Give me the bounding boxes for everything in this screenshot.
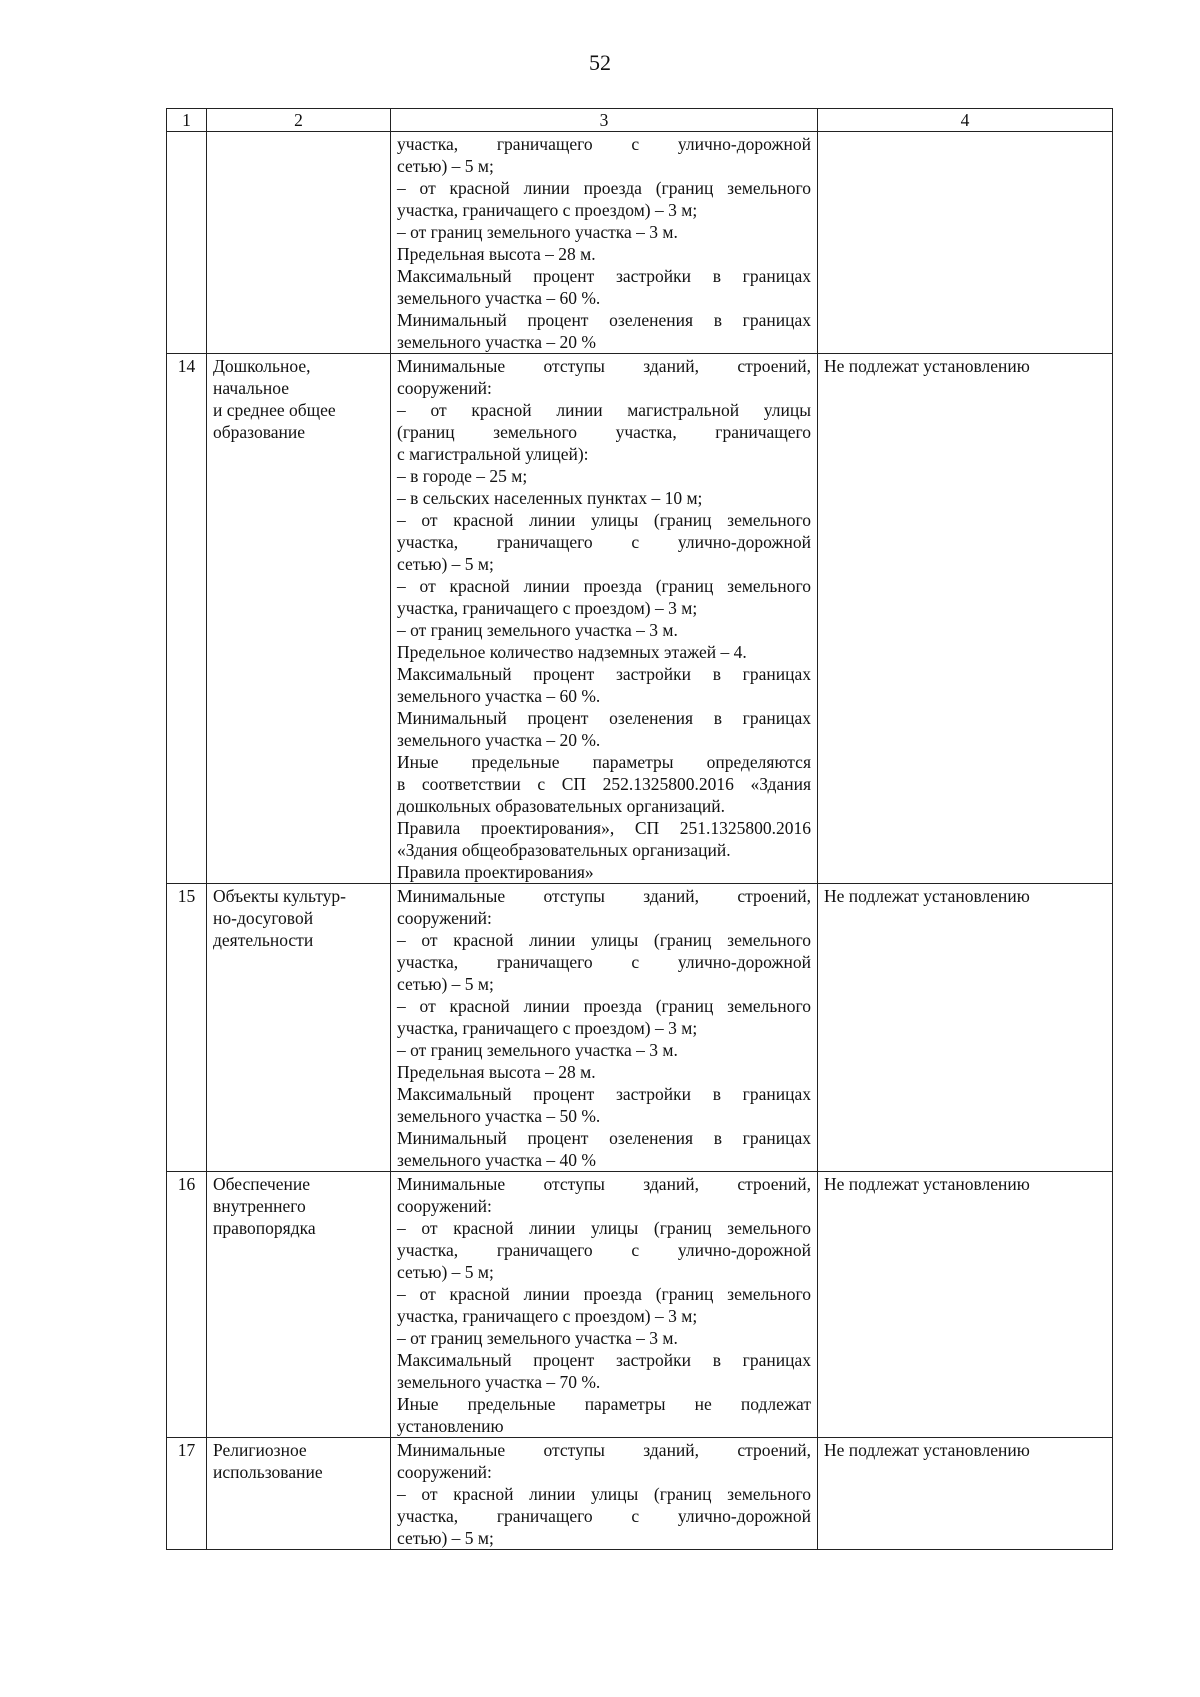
limit-parameter-line: Предельная высота – 28 м. [397,1062,596,1082]
limit-parameter-line: Предельная высота – 28 м. [397,244,596,264]
limit-parameter-line: Максимальный процент застройки в границах [397,1350,811,1370]
table-row [167,132,1113,354]
limit-parameter-line: участка, граничащего с проездом) – 3 м; [397,1306,698,1326]
limit-parameter-line: участка, граничащего с улично-дорожной [397,532,811,552]
table-row [167,1438,1113,1550]
limit-parameter-line: Предельное количество надземных этажей – 4. [397,642,747,662]
table-row [167,884,1113,1172]
restriction-note: Не подлежат установлению [818,884,1113,1172]
limit-parameter-line: участка, граничащего с улично-дорожной [397,134,811,154]
limit-parameter-line: земельного участка – 20 % [397,332,596,352]
land-use-type-line: и среднее общее [213,400,336,420]
limit-parameter-line: – от границ земельного участка – 3 м. [397,620,678,640]
limit-parameter-line: – от красной линии проезда (границ земельного [397,576,811,596]
limit-parameter-line: Минимальный процент озеленения в границах [397,708,811,728]
land-use-type [207,132,391,354]
row-number: 15 [167,884,207,1172]
limit-parameter-line: земельного участка – 60 %. [397,288,601,308]
limit-parameter-line: участка, граничащего с проездом) – 3 м; [397,200,698,220]
limit-parameter-line: – от границ земельного участка – 3 м. [397,222,678,242]
limit-parameter-line: «Здания общеобразовательных организаций. [397,840,731,860]
limit-parameter-line: участка, граничащего с улично-дорожной [397,952,811,972]
limit-parameter-line: – от красной линии проезда (границ земельного [397,1284,811,1304]
limit-parameters [391,354,818,884]
limit-parameter-line: Минимальный процент озеленения в границах [397,310,811,330]
limit-parameter-line: Правила проектирования» [397,862,594,882]
land-use-type [207,1438,391,1550]
limit-parameters [391,132,818,354]
restriction-note: Не подлежат установлению [818,1172,1113,1438]
land-use-type [207,884,391,1172]
header-cell: 4 [818,109,1113,132]
limit-parameters [391,1172,818,1438]
limit-parameter-line: Максимальный процент застройки в границах [397,266,811,286]
limit-parameter-line: Иные предельные параметры определяются [397,752,811,772]
limit-parameter-line: Максимальный процент застройки в границах [397,664,811,684]
land-use-type-line: но-досуговой [213,908,314,928]
limit-parameter-line: – от красной линии улицы (границ земельного [397,930,811,950]
restriction-note [818,132,1113,354]
table-row [167,354,1113,884]
land-use-type-line: Объекты культур- [213,886,347,906]
land-use-type-line: образование [213,422,306,442]
limit-parameter-line: установлению [397,1416,504,1436]
limit-parameter-line: сетью) – 5 м; [397,1262,494,1282]
limit-parameter-line: земельного участка – 40 % [397,1150,596,1170]
limit-parameter-line: сооружений: [397,1196,492,1216]
row-number: 17 [167,1438,207,1550]
table-header-row [167,109,1113,132]
limit-parameter-line: земельного участка – 20 %. [397,730,601,750]
limit-parameter-line: – в городе – 25 м; [397,466,528,486]
limit-parameter-line: – от границ земельного участка – 3 м. [397,1328,678,1348]
limit-parameter-line: – от красной линии проезда (границ земельного [397,996,811,1016]
header-cell: 1 [167,109,207,132]
limit-parameter-line: Правила проектирования», СП 251.1325800.2016 [397,818,811,838]
land-use-type [207,1172,391,1438]
limit-parameter-line: (границ земельного участка, граничащего [397,422,811,442]
row-number: 16 [167,1172,207,1438]
land-use-type-line: начальное [213,378,289,398]
limit-parameter-line: земельного участка – 50 %. [397,1106,601,1126]
limit-parameter-line: – в сельских населенных пунктах – 10 м; [397,488,703,508]
limit-parameter-line: участка, граничащего с проездом) – 3 м; [397,598,698,618]
limit-parameter-line: с магистральной улицей): [397,444,589,464]
header-cell: 2 [207,109,391,132]
limit-parameter-line: дошкольных образовательных организаций. [397,796,726,816]
limit-parameter-line: Максимальный процент застройки в границах [397,1084,811,1104]
limit-parameter-line: участка, граничащего с улично-дорожной [397,1506,811,1526]
restriction-note: Не подлежат установлению [818,1438,1113,1550]
land-use-type-line: Религиозное [213,1440,307,1460]
limit-parameter-line: Минимальные отступы зданий, строений, [397,1440,811,1460]
limit-parameter-line: земельного участка – 60 %. [397,686,601,706]
row-number [167,132,207,354]
limit-parameter-line: Минимальные отступы зданий, строений, [397,1174,811,1194]
land-use-type-line: внутреннего [213,1196,306,1216]
page-number: 52 [589,50,611,75]
limit-parameter-line: – от красной линии улицы (границ земельного [397,510,811,530]
limit-parameter-line: сооружений: [397,908,492,928]
limit-parameter-line: – от границ земельного участка – 3 м. [397,1040,678,1060]
table-row [167,1172,1113,1438]
land-use-type-line: деятельности [213,930,314,950]
limit-parameter-line: – от красной линии улицы (границ земельного [397,1484,811,1504]
land-use-type-line: Обеспечение [213,1174,311,1194]
land-use-type-line: использование [213,1462,323,1482]
limit-parameter-line: участка, граничащего с улично-дорожной [397,1240,811,1260]
limit-parameter-line: Минимальный процент озеленения в границах [397,1128,811,1148]
land-use-type-line: правопорядка [213,1218,316,1238]
row-number: 14 [167,354,207,884]
land-use-type [207,354,391,884]
limit-parameters [391,884,818,1172]
land-use-parameters-table [166,108,1113,1550]
limit-parameter-line: – от красной линии магистральной улицы [397,400,811,420]
limit-parameter-line: Минимальные отступы зданий, строений, [397,356,811,376]
limit-parameter-line: Иные предельные параметры не подлежат [397,1394,811,1414]
limit-parameter-line: сетью) – 5 м; [397,974,494,994]
limit-parameter-line: Минимальные отступы зданий, строений, [397,886,811,906]
limit-parameter-line: сооружений: [397,378,492,398]
limit-parameter-line: – от красной линии улицы (границ земельного [397,1218,811,1238]
limit-parameter-line: сетью) – 5 м; [397,554,494,574]
limit-parameter-line: участка, граничащего с проездом) – 3 м; [397,1018,698,1038]
limit-parameter-line: сетью) – 5 м; [397,1528,494,1548]
land-use-type-line: Дошкольное, [213,356,311,376]
restriction-note: Не подлежат установлению [818,354,1113,884]
limit-parameter-line: в соответствии с СП 252.1325800.2016 «Здания [397,774,811,794]
limit-parameters [391,1438,818,1550]
limit-parameter-line: – от красной линии проезда (границ земельного [397,178,811,198]
limit-parameter-line: сооружений: [397,1462,492,1482]
header-cell: 3 [391,109,818,132]
limit-parameter-line: сетью) – 5 м; [397,156,494,176]
limit-parameter-line: земельного участка – 70 %. [397,1372,601,1392]
